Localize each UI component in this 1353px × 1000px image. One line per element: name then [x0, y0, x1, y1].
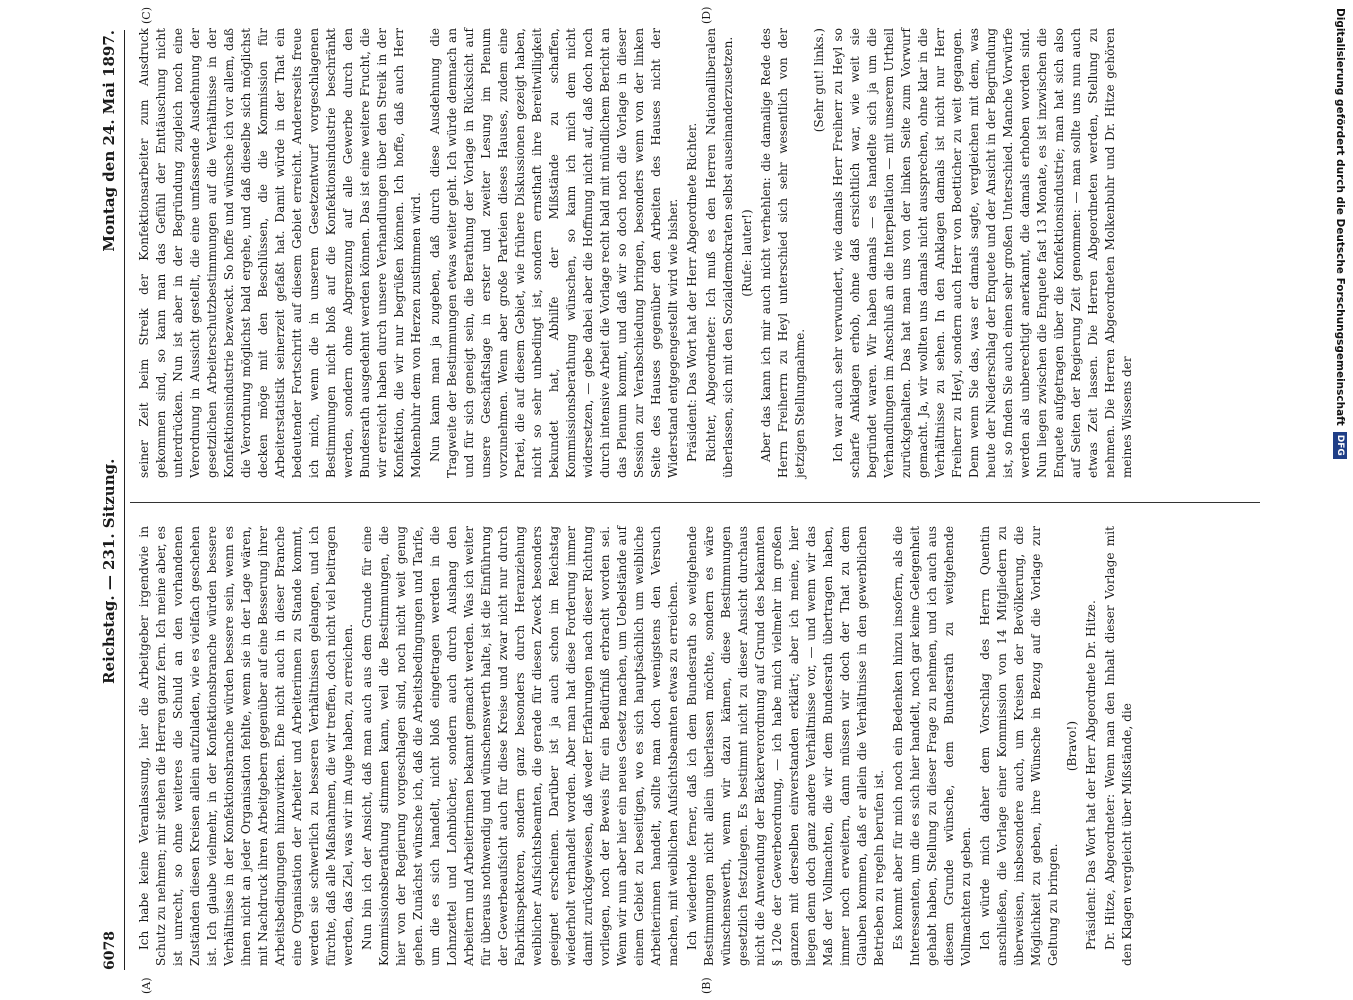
interjection: (Bravo!): [1065, 720, 1079, 772]
interjection: (Sehr gut! links.): [812, 28, 826, 133]
column-divider: [130, 502, 1260, 503]
right-column: [136, 28, 1138, 478]
paragraph: Es kommt aber für mich noch ein Bedenken hinzu insofern, als die Interessenten, um die es sich hier handelt, noch gar keine Gelegenheit gehabt haben, Stellung zu dieser Frage zu nehmen, und ich auch aus diesem Grunde wünsche, dem Bundesrath zu weitgehende Vollmachten zu geben.: [891, 526, 973, 966]
page-content: [80, 0, 1300, 1000]
president-statement: Präsident: Das Wort hat der Herr Abgeordnete Richter.: [685, 122, 699, 462]
paragraph: Ich habe keine Veranlassung, hier die Arbeitgeber irgendwie in Schutz zu nehmen; mir stehen die Herren ganz fern. Ich meine aber, es ist unrecht, so ohne weiteres die Schuld an den vorhandenen Zuständen diesen Kreisen allein aufzuladen, wie es vielfach geschehen ist. Ich glaube vielmehr, in der Konfektionsbranche würden bessere Verhältnisse in der Konfektionsbranche würden bessere sein, wenn es ihnen nicht an jeder Organisation fehlte, wenn sie in der Lage wären, mit Nachdruck ihren Arbeitgebern gegenüber auf eine Besserung ihrer Arbeitsbedingungen hinzuwirken. Ehe nicht auch in dieser Branche eine Organisation der Arbeiter und Arbeiterinnen zu Stande kommt, werden sie schwerlich zu besseren Verhältnissen gelangen, und ich fürchte, daß alle Maßnahmen, die wir treffen, doch nicht viel beitragen werden, das Ziel, was wir im Auge haben, zu erreichen.: [137, 526, 355, 966]
digitization-credit: [1331, 8, 1347, 988]
session-date: Montag den 24. Mai 1897.: [100, 30, 118, 252]
left-column: [136, 526, 1138, 966]
paragraph: Nun bin ich der Ansicht, daß man auch aus dem Grunde für eine Kommissionsberathung stimmen kann, weil die Bestimmungen, die hier von der Regierung vorgeschlagen sind, noch nicht weit genug gehen. Zunächst wünsche ich, daß die Arbeitsbedingungen und Tarife, um die es sich handelt, nicht bloß eingetragen werden in die Lohnzettel und Lohnbücher, sondern auch durch Aushang den Arbeitern und Arbeiterinnen bekannt gemacht werden. Was ich weiter für überaus nothwendig und wünschenswerth halte, ist die Einführung der Gewerbeaufsicht auch für diese Kreise und zwar nicht nur durch Fabrikinspektoren, sondern ganz besonders durch Heranziehung weiblicher Aufsichtsbeamten, die gerade für diesen Zweck besonders geeignet erscheinen. Darüber ist ja auch schon im Reichstag wiederholt verhandelt worden. Aber man hat diese Forderung immer damit zurückgewiesen, daß weder Erfahrungen nach dieser Richtung vorliegen, noch der Beweis für ein Bedürfniß erbracht worden sei. Wenn wir nun aber hier ein neues Gesetz machen, um Uebelstände auf einem Gebiet zu beseitigen, wo es sich hauptsächlich um weibliche Arbeiterinnen handelt, sollte man doch wenigstens den Versuch machen, mit weiblichen Aufsichtsbeamten etwas zu erreichen.: [360, 526, 680, 966]
paragraph: Ich würde mich daher dem Vorschlag des Herrn Quentin anschließen, die Vorlage einer Kommission von 14 Mitgliedern zu überweisen, insbesondere auch, um Kreisen der Bevölkerung, die Möglichkeit zu geben, ihre Wünsche in Bezug auf die Vorlage zur Geltung zu bringen.: [978, 526, 1060, 966]
session-title: Reichstag. — 231. Sitzung.: [100, 458, 118, 684]
speaker-statement: Richter, Abgeordneter: Ich muß es den Herren Nationalliberalen überlassen, sich mit den Sozialdemokraten selbst auseinanderzusetzen.: [704, 28, 735, 478]
paragraph: Ich wiederhole ferner, daß ich dem Bundesrath so weitgehende Bestimmungen nicht allein überlassen möchte, sondern es wäre wünschenswerth, wenn wir dazu kämen, diese Bestimmungen gesetzlich festzulegen. Es bestimmt nicht zu dieser Ansicht durchaus nicht die Anwendung der Bäckerverordnung auf Grund des bekannten § 120e der Gewerbeordnung, — ich habe mich vielmehr im großen ganzen mit derselben einverstanden erklärt; aber ich meine, hier liegen denn doch ganz andere Verhältnisse vor, — und wenn wir das Maß der Vollmachten, die wir dem Bundesrath übertragen haben, immer noch erweitern, dann müssen wir doch der That zu dem Glauben kommen, daß er allein die Verhältnisse in den gewerblichen Betrieben zu regeln berufen ist.: [685, 526, 886, 966]
dfg-logo: DFG: [1333, 432, 1347, 459]
page-header: [94, 30, 125, 970]
paragraph: Nun kann man ja zugeben, daß durch diese Ausdehnung die Tragweite der Bestimmungen etwas weiter geht. Ich würde demnach an und für sich geneigt sein, die Berathung der Vorlage in Rücksicht auf unsere Geschäftslage in erster und zweiter Lesung im Plenum vorzunehmen. Wenn aber große Parteien dieses Hauses, zudem eine Partei, die auf diesem Gebiet, wie frühere Diskussionen gezeigt haben, nicht so sehr unbedingt ist, sondern ernsthaft ihre Bereitwilligkeit bekundet hat, Abhilfe der Mißstände zu schaffen, Kommissionsberathung wünschen, so kann ich mich dem nicht widersetzen, — gebe dabei aber die Hoffnung nicht auf, daß doch noch durch intensive Arbeit die Vorlage recht bald mit mündlichem Bericht an das Plenum kommt, und daß wir so doch noch die Vorlage in dieser Session zur Verabschiedung bringen, besonders wenn von der linken Seite des Hauses gegenüber den Arbeiten des Hauses nicht der Widerstand entgegengestellt wird wie bisher.: [428, 28, 680, 478]
page-number: 6078: [102, 931, 118, 970]
margin-marker-c: (C): [140, 7, 153, 24]
margin-marker-b: (B): [700, 977, 713, 994]
president-statement: Präsident: Das Wort hat der Herr Abgeordnete Dr. Hitze.: [1084, 600, 1098, 950]
margin-marker-a: (A): [140, 977, 153, 994]
paragraph: Ich war auch sehr verwundert, wie damals Herr Freiherr zu Heyl so scharfe Anklagen erhob, ohne daß ersichtlich war, wie weit sie begründet waren. Wir haben damals — es handelte sich ja um die Verhandlungen im Anschluß an die Interpellation — mit unserem Urtheil zurückgehalten. Das hat man uns von der linken Seite zum Vorwurf gemacht. Ja, wir wollten uns damals nicht aussprechen, ohne klar in die Verhältnisse zu sehen. In den Anklagen damals ist nicht nur Herr Freiherr zu Heyl, sondern auch Herr von Boetticher zu weit gegangen. Denn wenn Sie das, was er damals sagte, vergleichen mit dem, was heute der Niederschlag der Enquete und der Ansicht in der Begründung ist, so finden Sie auch einen sehr großen Unterschied. Manche Vorwürfe werden als unberechtigt anerkannt, die damals erhoben worden sind. Nun liegen zwischen die Enquete fast 13 Monate, es ist inzwischen die Enquete aufgetragen über die Konfektionsindustrie; man hat sich also auf Seiten der Regierung Zeit genommen: — man sollte uns nun auch etwas Zeit lassen. Die Herren Abgeordneten werden, Stellung zu nehmen. Die Herren Abgeordneten Molkenbuhr und Dr. Hitze gehören meines Wissens der: [831, 28, 1134, 478]
paragraph: Aber das kann ich mir auch nicht verhehlen: die damalige Rede des Herrn Freiherrn zu Heyl unterschied sich sehr wesentlich von der jetzigen Stellungnahme.: [759, 28, 807, 478]
margin-marker-d: (D): [700, 6, 713, 24]
rotated-page: [80, 0, 1300, 1000]
paragraph: seiner Zeit beim Streik der Konfektionsarbeiter zum Ausdruck gekommen sind, so kann man das Gefühl der Enttäuschung nicht unterdrücken. Nun ist aber in der Begründung zugleich noch eine Verordnung in Aussicht gestellt, die eine umfassende Ausdehnung der gesetzlichen Arbeiterschutzbestimmungen auf die Verhältnisse in der Konfektionsindustrie bezweckt. So hoffe und wünsche ich vor allem, daß die Verordnung möglichst bald ergehe, und daß dieselbe sich möglichst decken möge mit den Beschlüssen, die die Kommission für Arbeiterstatistik seinerzeit gefaßt hat. Damit würde in der That ein bedeutender Fortschritt auf diesem Gebiet erreicht. Andererseits freue ich mich, wenn die in unserem Gesetzentwurf vorgeschlagenen Bestimmungen nicht bloß auf die Konfektionsindustrie beschränkt werden, sondern ohne Abgrenzung auf alle Gewerbe durch den Bundesrath ausgedehnt werden können. Das ist eine weitere Frucht, die wir erreicht haben durch unsere Verhandlungen über den Streik in der Konfektion, die wir nur begrüßen können. Ich hoffe, daß auch Herr Molkenbuhr dem von Herzen zustimmen wird.: [137, 28, 423, 478]
speaker-statement: Dr. Hitze, Abgeordneter: Wenn man den Inhalt dieser Vorlage mit den Klagen vergleicht über Mißstände, die: [1103, 526, 1134, 966]
credit-text: Digitalisierung gefördert durch die Deutsche Forschungsgemeinschaft: [1334, 8, 1346, 426]
interjection: (Rufe: lauter!): [740, 209, 754, 297]
